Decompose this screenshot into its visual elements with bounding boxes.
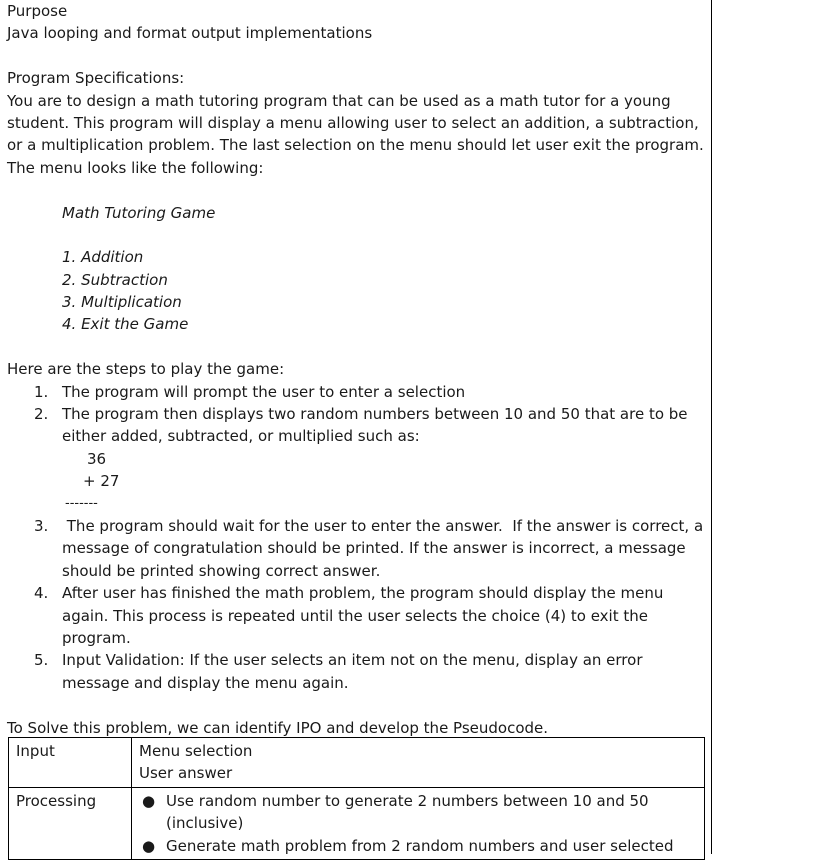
- specs-line: student. This program will display a menu allowing user to select an addition, a subtraction,: [7, 113, 699, 132]
- ipo-bullet-line: Generate math problem from 2 random numbers and user selected: [166, 836, 674, 855]
- step-number: 3.: [34, 516, 49, 535]
- menu-item: 1. Addition: [62, 248, 144, 267]
- ipo-input-line: User answer: [139, 764, 233, 783]
- ipo-processing-content: [132, 787, 705, 859]
- menu-title: Math Tutoring Game: [62, 203, 216, 222]
- document-body: [7, 0, 707, 739]
- menu-item: 3. Multiplication: [62, 293, 182, 312]
- step-number: 5.: [34, 651, 49, 670]
- step-line: message of congratulation should be printed. If the answer is incorrect, a message: [62, 539, 686, 558]
- step-line: should be printed showing correct answer.: [62, 561, 381, 580]
- ipo-table: [8, 737, 705, 860]
- example-operand-a: 36: [87, 449, 107, 468]
- ipo-bullet-line: (inclusive): [166, 814, 244, 833]
- purpose-heading: Purpose: [7, 2, 68, 20]
- step-line: program.: [62, 628, 131, 647]
- ipo-processing-label: Processing: [9, 787, 132, 859]
- step-item: [7, 515, 707, 582]
- ipo-bullet: [139, 790, 697, 835]
- ipo-row-input: [9, 738, 705, 788]
- step-line: Input Validation: If the user selects an item not on the menu, display an error: [62, 651, 643, 670]
- example-operand-b: + 27: [83, 472, 120, 491]
- step-item: [7, 381, 707, 403]
- menu-item: 2. Subtraction: [62, 270, 168, 289]
- specs-line: or a multiplication problem. The last selection on the menu should let user exit the program.: [7, 136, 704, 155]
- steps-intro: Here are the steps to play the game:: [7, 360, 285, 379]
- ipo-row-processing: [9, 787, 705, 859]
- ipo-bullet-line: Use random number to generate 2 numbers between 10 and 50: [166, 791, 649, 810]
- solve-text: To Solve this problem, we can identify IPO and develop the Pseudocode.: [7, 718, 549, 737]
- step-item: [7, 649, 707, 694]
- step-number: 2.: [34, 405, 49, 424]
- specs-line: The menu looks like the following:: [7, 158, 264, 177]
- step-number: 4.: [34, 584, 49, 603]
- purpose-text: Java looping and format output implementations: [7, 24, 373, 43]
- step-line: The program will prompt the user to enter a selection: [62, 382, 466, 401]
- step-item: [7, 582, 707, 649]
- step-line: The program should wait for the user to enter the answer. If the answer is correct, a: [62, 516, 704, 535]
- bullet-icon: ●: [142, 791, 156, 810]
- page-right-border: [711, 0, 712, 854]
- step-number: 1.: [34, 382, 49, 401]
- step-line: message and display the menu again.: [62, 673, 349, 692]
- step-line: either added, subtracted, or multiplied such as:: [62, 427, 420, 446]
- step-item: [7, 403, 707, 448]
- ipo-input-label: Input: [9, 738, 132, 788]
- example-rule: -------: [65, 495, 98, 511]
- specs-line: You are to design a math tutoring program that can be used as a math tutor for a young: [7, 91, 671, 110]
- step-line: again. This process is repeated until the user selects the choice (4) to exit the: [62, 606, 648, 625]
- step-line: The program then displays two random numbers between 10 and 50 that are to be: [62, 405, 688, 424]
- step-line: After user has finished the math problem, the program should display the menu: [62, 584, 664, 603]
- ipo-input-content: [132, 738, 705, 788]
- menu-item: 4. Exit the Game: [62, 315, 189, 334]
- ipo-input-line: Menu selection: [139, 742, 253, 760]
- bullet-icon: ●: [142, 836, 156, 855]
- specs-heading: Program Specifications:: [7, 69, 185, 88]
